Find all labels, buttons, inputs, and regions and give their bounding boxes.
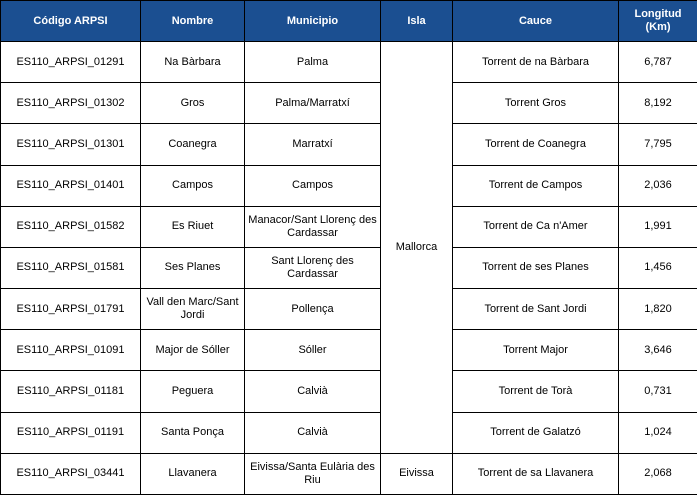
cell-nombre: Campos [141,165,245,206]
table-row [1,330,697,371]
cell-cauce: Torrent de Torà [453,371,619,412]
table-row [1,371,697,412]
cell-codigo: ES110_ARPSI_01791 [1,289,141,330]
cell-municipio: Palma [245,42,381,83]
cell-codigo: ES110_ARPSI_01191 [1,412,141,453]
cell-cauce: Torrent Major [453,330,619,371]
table-body [1,42,697,495]
cell-municipio: Palma/Marratxí [245,83,381,124]
cell-nombre: Llavanera [141,453,245,494]
cell-nombre: Na Bàrbara [141,42,245,83]
cell-cauce: Torrent de sa Llavanera [453,453,619,494]
cell-longitud: 1,024 [619,412,697,453]
header-longitud-line2: (Km) [645,21,671,33]
cell-nombre: Peguera [141,371,245,412]
cell-codigo: ES110_ARPSI_01291 [1,42,141,83]
table-row [1,247,697,288]
cell-nombre: Coanegra [141,124,245,165]
cell-cauce: Torrent de Galatzó [453,412,619,453]
table-row [1,289,697,330]
cell-nombre: Ses Planes [141,247,245,288]
cell-codigo: ES110_ARPSI_01581 [1,247,141,288]
cell-cauce: Torrent de Coanegra [453,124,619,165]
cell-cauce: Torrent de Sant Jordi [453,289,619,330]
cell-cauce: Torrent de Ca n'Amer [453,206,619,247]
cell-municipio: Sant Llorenç des Cardassar [245,247,381,288]
table-row [1,165,697,206]
cell-municipio: Calvià [245,371,381,412]
cell-municipio: Manacor/Sant Llorenç des Cardassar [245,206,381,247]
cell-longitud: 0,731 [619,371,697,412]
header-row [1,1,697,42]
cell-longitud: 1,991 [619,206,697,247]
cell-municipio: Pollença [245,289,381,330]
cell-cauce: Torrent de ses Planes [453,247,619,288]
table-row [1,42,697,83]
header-cauce: Cauce [453,1,619,42]
header-municipio: Municipio [245,1,381,42]
header-longitud [619,1,697,42]
header-codigo: Código ARPSI [1,1,141,42]
cell-nombre: Es Riuet [141,206,245,247]
table-row [1,124,697,165]
cell-nombre: Major de Sóller [141,330,245,371]
cell-longitud: 2,068 [619,453,697,494]
cell-municipio: Campos [245,165,381,206]
cell-municipio: Calvià [245,412,381,453]
table-header [1,1,697,42]
cell-longitud: 1,456 [619,247,697,288]
cell-longitud: 8,192 [619,83,697,124]
cell-codigo: ES110_ARPSI_01091 [1,330,141,371]
header-longitud-line1: Longitud [634,8,682,20]
table-row [1,453,697,494]
cell-nombre: Santa Ponça [141,412,245,453]
table-row [1,412,697,453]
table-row [1,206,697,247]
cell-cauce: Torrent de Campos [453,165,619,206]
cell-longitud: 1,820 [619,289,697,330]
cell-municipio: Sóller [245,330,381,371]
cell-isla-mallorca: Mallorca [381,42,453,454]
cell-cauce: Torrent de na Bàrbara [453,42,619,83]
cell-longitud: 7,795 [619,124,697,165]
cell-nombre: Vall den Marc/Sant Jordi [141,289,245,330]
cell-codigo: ES110_ARPSI_01181 [1,371,141,412]
header-nombre: Nombre [141,1,245,42]
cell-municipio: Marratxí [245,124,381,165]
header-isla: Isla [381,1,453,42]
cell-cauce: Torrent Gros [453,83,619,124]
cell-longitud: 2,036 [619,165,697,206]
cell-codigo: ES110_ARPSI_03441 [1,453,141,494]
table-row [1,83,697,124]
cell-codigo: ES110_ARPSI_01301 [1,124,141,165]
cell-longitud: 3,646 [619,330,697,371]
cell-codigo: ES110_ARPSI_01302 [1,83,141,124]
cell-codigo: ES110_ARPSI_01401 [1,165,141,206]
cell-nombre: Gros [141,83,245,124]
cell-municipio: Eivissa/Santa Eulària des Riu [245,453,381,494]
cell-codigo: ES110_ARPSI_01582 [1,206,141,247]
cell-isla-eivissa: Eivissa [381,453,453,494]
cell-longitud: 6,787 [619,42,697,83]
